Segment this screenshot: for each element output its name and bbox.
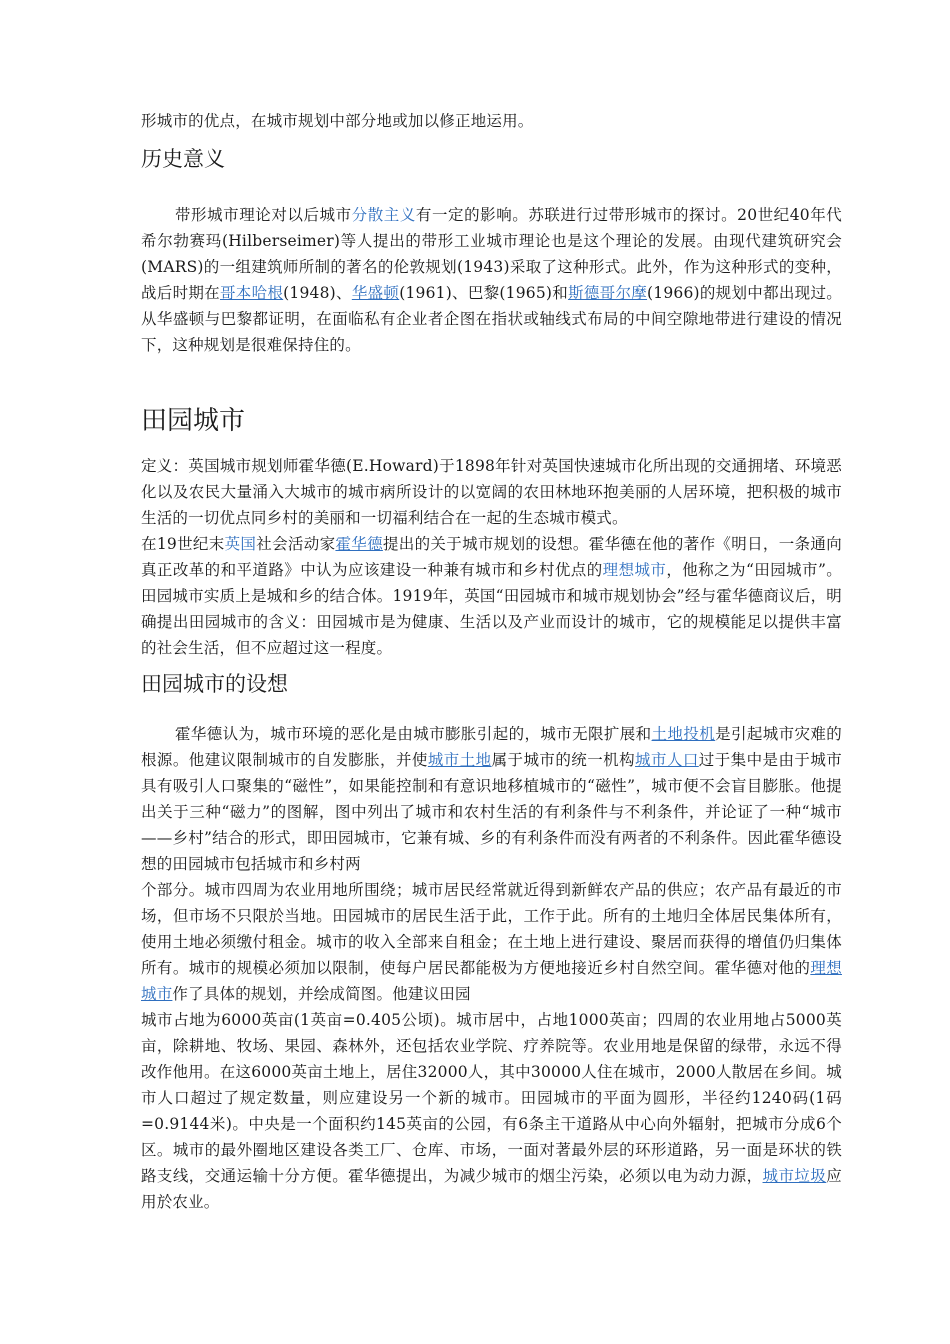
link-howard[interactable]: 霍华德 (335, 535, 383, 553)
paragraph-concept (141, 721, 842, 877)
paragraph-history (141, 202, 842, 358)
text-segment: 有一定的影响。苏联进行过带形城市的探讨。20世纪40年代希尔勃赛玛(Hilberseimer)等人提出的带形工业城市理论也是这个理论的发展。由现代建筑研究会(MARS)的一组建筑师所制的著名的伦敦规划(1943)采取了这种形式。此外，作为这种形式的变种，战后时期在 (141, 206, 842, 302)
link-urban-land[interactable]: 城市土地 (427, 751, 492, 769)
link-washington[interactable]: 华盛顿 (351, 284, 400, 302)
heading-garden-city: 田园城市 (141, 406, 246, 436)
link-urban-garbage[interactable]: 城市垃圾 (762, 1167, 827, 1185)
text-segment: 过于集中是由于城市具有吸引人口聚集的“磁性”，如果能控制和有意识地移植城市的“磁性”，城市便不会盲目膨胀。他提出关于三种“磁力”的图解，图中列出了城市和农村生活的有利条件与不利条件，并论证了一种“城市——乡村”结合的形式，即田园城市，它兼有城、乡的有利条件而没有两者的不利条件。因此霍华德设想的田园城市包括城市和乡村两 (141, 751, 842, 873)
text-segment: (1966)的规划中都出现过。从华盛顿与巴黎都证明，在面临私有企业者企图在指状或轴线式布局的中间空隙地带进行建设的情况下，这种规划是很难保持住的。 (141, 284, 842, 354)
text-segment: (1961)、巴黎(1965)和 (399, 284, 569, 302)
link-land-speculation[interactable]: 土地投机 (651, 725, 716, 743)
link-copenhagen[interactable]: 哥本哈根 (219, 284, 284, 302)
heading-garden-city-concept: 田园城市的设想 (141, 672, 288, 696)
text-segment: ，他称之为“田园城市”。田园城市实质上是城和乡的结合体。1919年，英国“田园城市和城市规划协会”经与霍华德商议后，明确提出田园城市的含义：田园城市是为健康、生活以及产业而设计的城市，它的规模能足以提供丰富的社会生活，但不应超过这一程度。 (141, 561, 842, 657)
link-urban-population[interactable]: 城市人口 (635, 751, 699, 769)
link-decentralism[interactable]: 分散主义 (351, 206, 416, 224)
text-segment: 是引起城市灾难的根源。他建议限制城市的自发膨胀，并使 (141, 725, 842, 769)
link-britain[interactable]: 英国 (224, 535, 257, 553)
text-segment: 应用於农业。 (141, 1167, 842, 1211)
text-segment: 属于城市的统一机构 (491, 751, 636, 769)
text-segment: 作了具体的规划，并绘成简图。他建议田园 (172, 985, 471, 1003)
link-stockholm[interactable]: 斯德哥尔摩 (568, 284, 648, 302)
text-segment: 社会活动家 (256, 535, 336, 553)
text-segment: 提出的关于城市规划的设想。霍华德在他的著作《明日，一条通向真正改革的和平道路》中认为应该建设一种兼有城市和乡村优点的 (141, 535, 842, 579)
text-segment: 个部分。城市四周为农业用地所围绕；城市居民经常就近得到新鲜农产品的供应；农产品有最近的市场，但市场不只限於当地。田园城市的居民生活于此，工作于此。所有的土地归全体居民集体所有，使用土地必须缴付租金。城市的收入全部来自租金；在土地上进行建设、聚居而获得的增值仍归集体所有。城市的规模必须加以限制，使每户居民都能极为方便地接近乡村自然空间。霍华德对他的 (141, 881, 842, 977)
paragraph-two-parts (141, 877, 842, 1007)
text-segment: 带形城市理论对以后城市 (175, 206, 352, 224)
paragraph-continued: 形城市的优点，在城市规划中部分地或加以修正地运用。 (141, 112, 534, 130)
text-segment: 霍华德认为，城市环境的恶化是由城市膨胀引起的，城市无限扩展和 (175, 725, 652, 743)
heading-historical-significance: 历史意义 (141, 147, 225, 171)
link-ideal-city[interactable]: 理想城市 (602, 561, 667, 579)
paragraph-definition: 定义：英国城市规划师霍华德(E.Howard)于1898年针对英国快速城市化所出现的交通拥堵、环境恶化以及农民大量涌入大城市的城市病所设计的以宽阔的农田林地环抱美丽的人居环境，把积极的城市生活的一切优点同乡村的美丽和一切福利结合在一起的生态城市模式。 (141, 457, 842, 527)
text-segment: 城市占地为6000英亩(1英亩=0.405公顷)。城市居中，占地1000英亩；四周的农业用地占5000英亩，除耕地、牧场、果园、森林外，还包括农业学院、疗养院等。农业用地是保留的绿带，永远不得改作他用。在这6000英亩土地上，居住32000人，其中30000人住在城市，2000人散居在乡间。城市人口超过了规定数量，则应建设另一个新的城市。田园城市的平面为圆形，半径约1240码(1码=0.9144米)。中央是一个面积约145英亩的公园，有6条主干道路从中心向外辐射，把城市分成6个区。城市的最外圈地区建设各类工厂、仓库、市场，一面对著最外层的环形道路，另一面是环状的铁路支线，交通运输十分方便。霍华德提出，为减少城市的烟尘污染，必须以电为动力源， (141, 1011, 842, 1185)
document-page (141, 108, 842, 1215)
link-ideal-city-2[interactable]: 理想城市 (141, 959, 842, 1003)
paragraph-origin (141, 531, 842, 661)
text-segment: (1948)、 (283, 284, 352, 302)
paragraph-layout (141, 1007, 842, 1215)
text-segment: 在19世纪末 (141, 535, 225, 553)
